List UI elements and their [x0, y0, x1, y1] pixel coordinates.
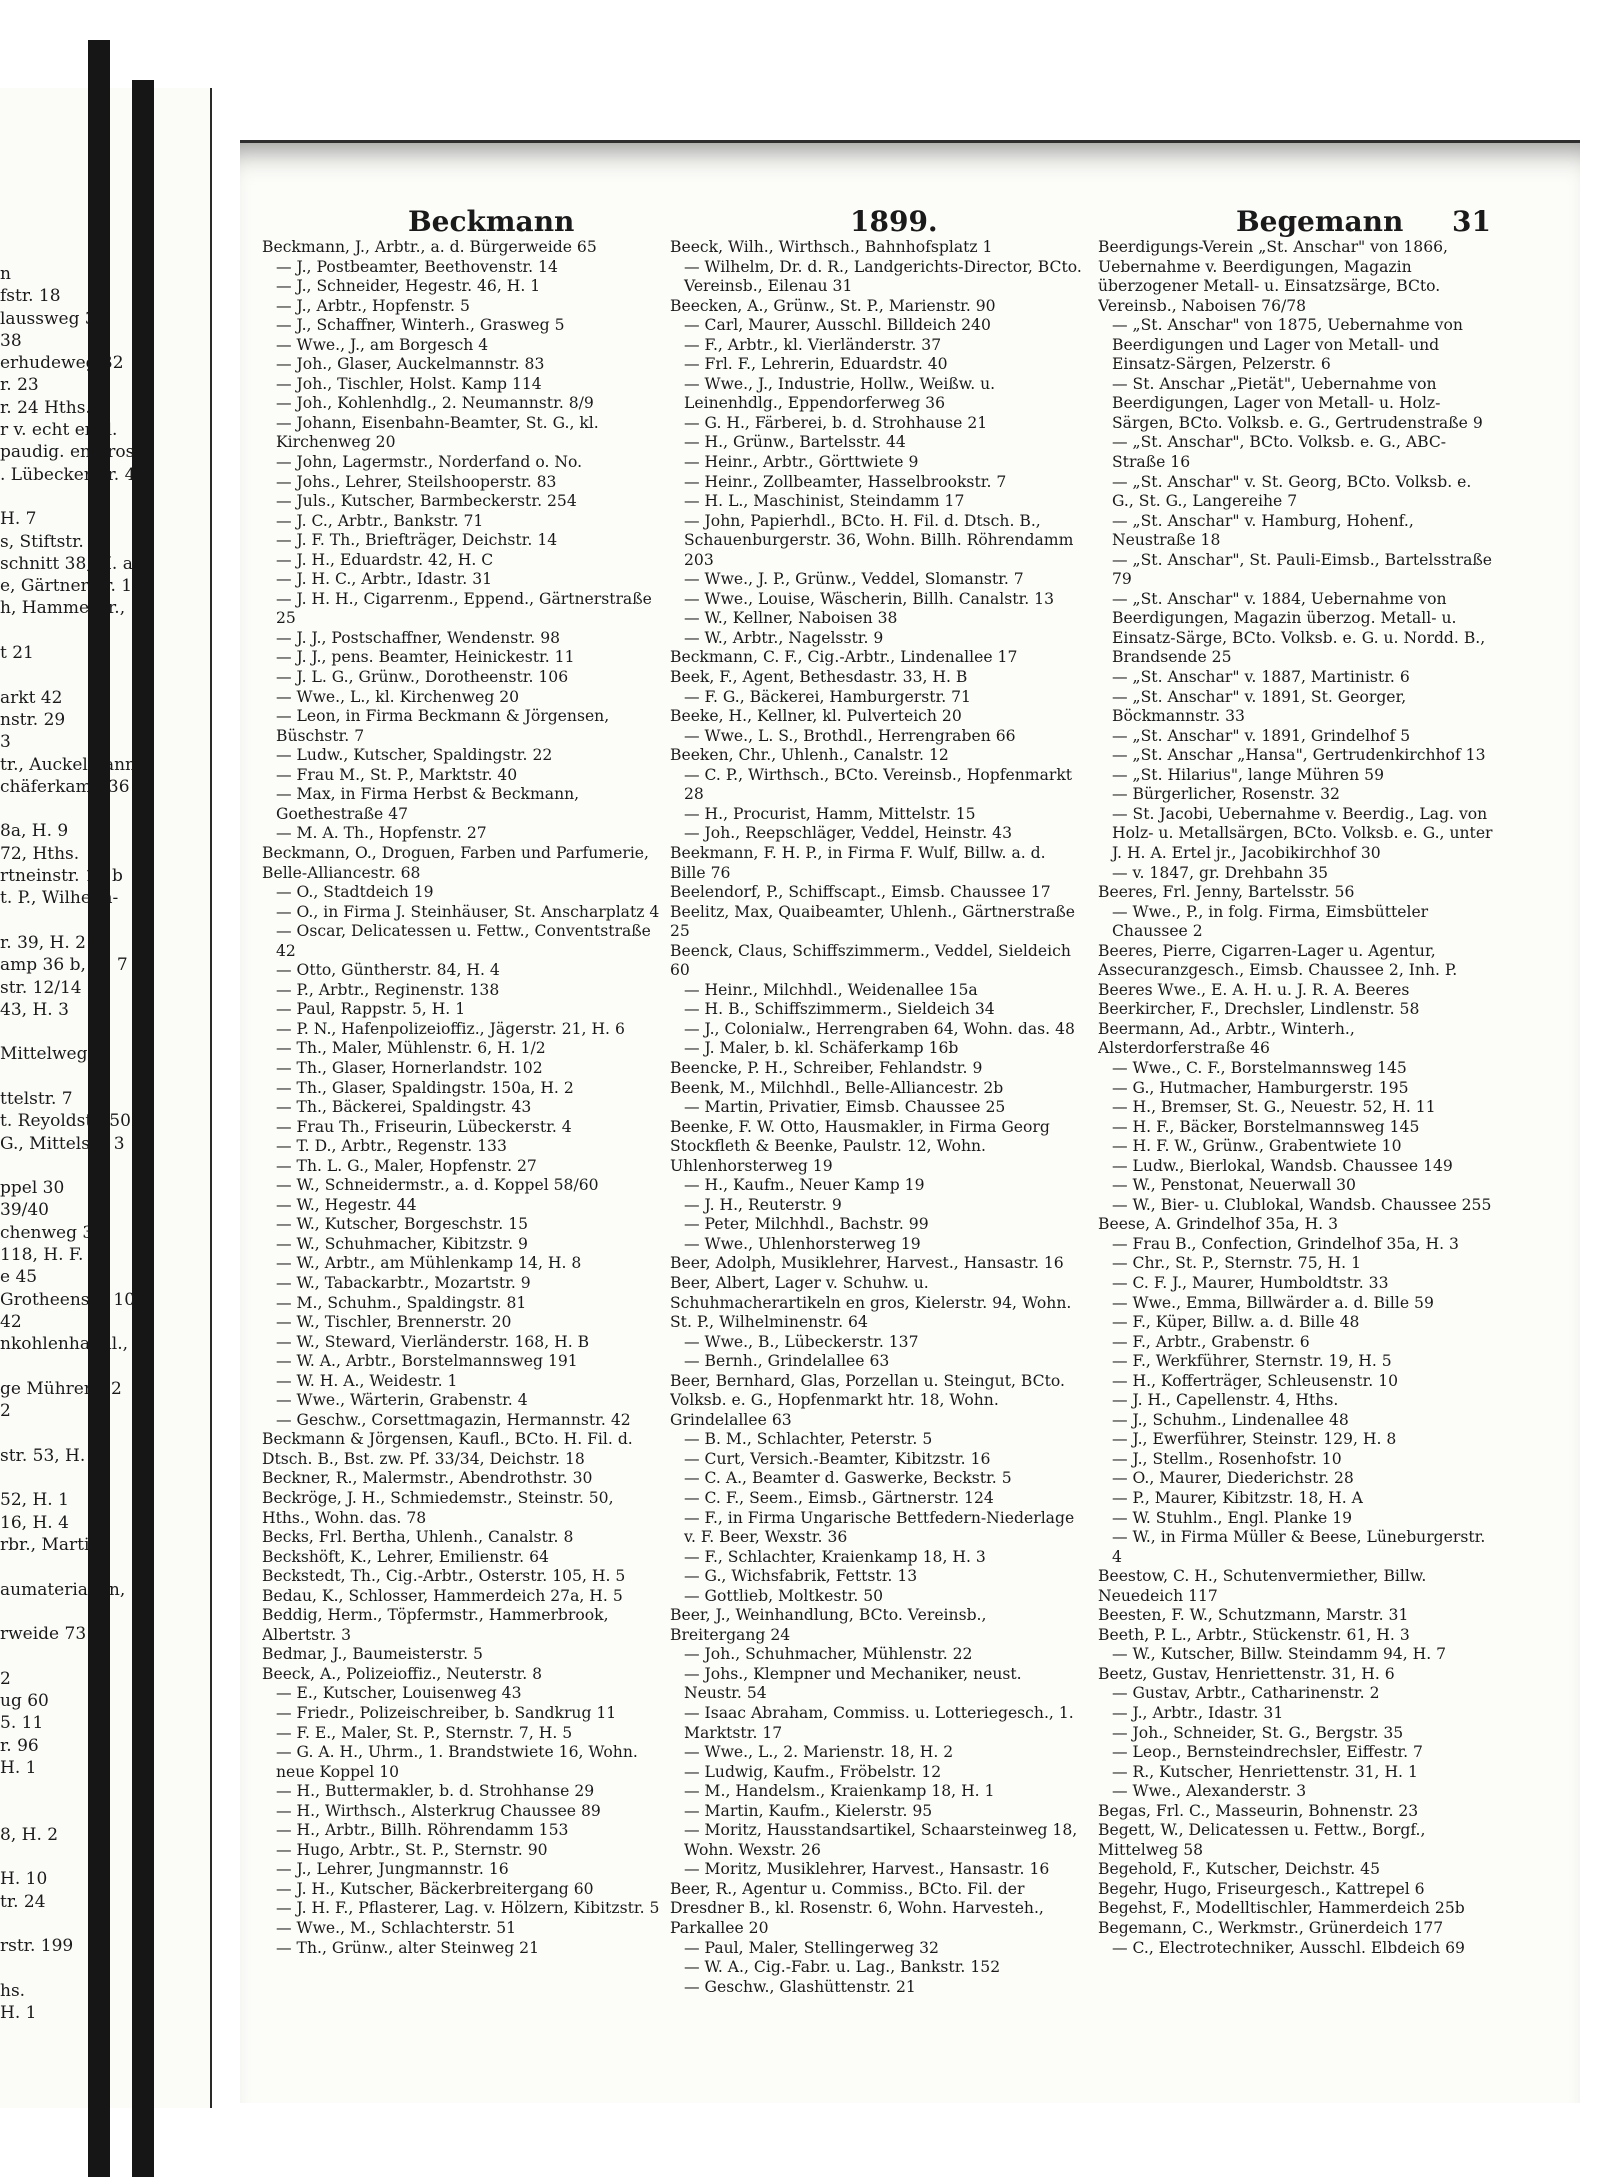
- directory-entry: — J. H. F., Pflasterer, Lag. v. Hölzern, Kibitzstr. 5: [276, 1899, 660, 1918]
- fragment-line: ge Mühren 32: [0, 1378, 122, 1399]
- directory-entry: — Friedr., Polizeischreiber, b. Sandkrug 11: [276, 1704, 617, 1723]
- fragment-line: 8a, H. 9: [0, 821, 69, 842]
- directory-entry: — J., Lehrer, Jungmannstr. 16: [276, 1860, 509, 1879]
- directory-entry: — John, Lagermstr., Norderfand o. No.: [276, 453, 583, 472]
- directory-entry: — J., Colonialw., Herrengraben 64, Wohn. das. 48: [684, 1019, 1075, 1038]
- directory-entry: — Heinr., Arbtr., Görttwiete 9: [684, 453, 919, 472]
- directory-entry: — „St. Hilarius", lange Mühren 59: [1112, 765, 1385, 784]
- directory-entry: — H. F. W., Grünw., Grabentwiete 10: [1112, 1137, 1402, 1156]
- fragment-line: nstr. 29: [0, 709, 66, 730]
- directory-entry: — J. H., Capellenstr. 4, Hths.: [1112, 1391, 1339, 1410]
- directory-entry: Beckmann, C. F., Cig.-Arbtr., Lindenallee 17: [670, 648, 1018, 667]
- directory-entry: — Peter, Milchhdl., Bachstr. 99: [684, 1215, 929, 1234]
- directory-entry: — Carl, Maurer, Ausschl. Billdeich 240: [684, 316, 991, 335]
- directory-entry: — W., Arbtr., am Mühlenkamp 14, H. 8: [276, 1254, 582, 1273]
- fragment-line: 8, H. 2: [0, 1824, 59, 1845]
- directory-entry: — H., Bremser, St. G., Neuestr. 52, H. 11: [1112, 1098, 1436, 1117]
- directory-entry: Beckstedt, Th., Cig.-Arbtr., Osterstr. 105, H. 5: [262, 1567, 626, 1586]
- directory-entry: — Wwe., L., kl. Kirchenweg 20: [276, 687, 520, 706]
- directory-entry: — M., Handelsm., Kraienkamp 18, H. 1: [684, 1782, 995, 1801]
- directory-entry: — Th., Grünw., alter Steinweg 21: [276, 1938, 539, 1957]
- directory-entry: — Gustav, Arbtr., Catharinenstr. 2: [1112, 1684, 1380, 1703]
- directory-entry: — Joh., Reepschläger, Veddel, Heinstr. 43: [684, 824, 1012, 843]
- directory-entry: Beckmann & Jörgensen, Kaufl., BCto. H. Fil. d. Dtsch. B., Bst. zw. Pf. 33/34, Deichstr. 18: [262, 1430, 633, 1468]
- directory-entry: Beekmann, F. H. P., in Firma F. Wulf, Billw. a. d. Bille 76: [670, 843, 1046, 882]
- directory-entry: — C. F. J., Maurer, Humboldtstr. 33: [1112, 1273, 1389, 1292]
- fragment-line: ppel 30: [0, 1178, 65, 1199]
- directory-entry: — Joh., Schneider, St. G., Bergstr. 35: [1112, 1723, 1404, 1742]
- directory-entry: — P., Arbtr., Reginenstr. 138: [276, 980, 500, 999]
- directory-entry: — O., Maurer, Diederichstr. 28: [1112, 1469, 1354, 1488]
- fragment-line: r. 23: [0, 375, 39, 396]
- directory-entry: — C. P., Wirthsch., BCto. Vereinsb., Hopfenmarkt 28: [684, 765, 1073, 804]
- directory-entry: Beenk, M., Milchhdl., Belle-Alliancestr. 2b: [670, 1078, 1004, 1097]
- directory-entry: — P., Maurer, Kibitzstr. 18, H. A: [1112, 1489, 1363, 1507]
- directory-entry: — J., Ewerführer, Steinstr. 129, H. 8: [1112, 1430, 1397, 1449]
- directory-entry: — P. N., Hafenpolizeioffiz., Jägerstr. 21, H. 6: [276, 1019, 625, 1038]
- fragment-line: hs.: [0, 1980, 26, 2001]
- directory-entry: — „St. Anschar" v. 1891, St. Georger, Böckmannstr. 33: [1112, 687, 1407, 726]
- directory-entry: — Paul, Rappstr. 5, H. 1: [276, 1000, 466, 1019]
- fragment-line: h, Hammerbr.,: [0, 598, 126, 619]
- directory-entry: — Th., Bäckerei, Spaldingstr. 43: [276, 1098, 532, 1117]
- fragment-line: laussweg 34: [0, 308, 107, 329]
- column-3: [1098, 238, 1498, 2043]
- directory-entry: — Moritz, Musiklehrer, Harvest., Hansastr. 16: [684, 1860, 1050, 1879]
- directory-entry: — W., Bier- u. Clublokal, Wandsb. Chaussee 255: [1112, 1195, 1492, 1214]
- directory-entry: — Johs., Klempner und Mechaniker, neust. Neustr. 54: [684, 1664, 1022, 1703]
- directory-entry: — G., Hutmacher, Hamburgerstr. 195: [1112, 1078, 1409, 1097]
- fragment-line: 118, H. F.: [0, 1245, 84, 1266]
- directory-entry: — „St. Anschar" v. 1887, Martinistr. 6: [1112, 668, 1410, 687]
- directory-entry: — J., Arbtr., Hopfenstr. 5: [276, 296, 470, 315]
- gutter-shadow-right: [132, 80, 154, 2177]
- directory-entry: — R., Kutscher, Henriettenstr. 31, H. 1: [1112, 1762, 1418, 1781]
- directory-entry: — Ludwig, Kaufm., Fröbelstr. 12: [684, 1762, 942, 1781]
- directory-entry: — Geschw., Corsettmagazin, Hermannstr. 42: [276, 1410, 631, 1429]
- directory-entry: — Juls., Kutscher, Barmbeckerstr. 254: [276, 492, 577, 511]
- directory-entry: — J. H., Reuterstr. 9: [684, 1195, 842, 1214]
- directory-entry: Beesten, F. W., Schutzmann, Marstr. 31: [1098, 1606, 1409, 1625]
- directory-entry: — W., Schneidermstr., a. d. Koppel 58/60: [276, 1176, 599, 1195]
- directory-entry: — O., in Firma J. Steinhäuser, St. Anscharplatz 4: [276, 902, 660, 921]
- directory-entry: — Heinr., Milchhdl., Weidenallee 15a: [684, 980, 978, 999]
- directory-entry: — Frau Th., Friseurin, Lübeckerstr. 4: [276, 1117, 572, 1136]
- directory-entry: — G. A. H., Uhrm., 1. Brandstwiete 16, Wohn. neue Koppel 10: [276, 1743, 638, 1781]
- directory-entry: — J. H., Eduardstr. 42, H. C: [276, 550, 494, 569]
- directory-entry: Beenck, Claus, Schiffszimmerm., Veddel, Sieldeich 60: [670, 941, 1071, 980]
- directory-entry: — „St. Anschar" von 1875, Uebernahme von Beerdigungen und Lager von Metall- und Einsatz-Särgen, Pelzerstr. 6: [1112, 316, 1463, 374]
- directory-entry: Beencke, P. H., Schreiber, Fehlandstr. 9: [670, 1058, 983, 1077]
- directory-entry: — G., Wichsfabrik, Fettstr. 13: [684, 1567, 918, 1586]
- directory-entry: — Johann, Eisenbahn-Beamter, St. G., kl. Kirchenweg 20: [276, 413, 599, 452]
- fragment-line: chäferkamp 36 b,: [0, 776, 152, 797]
- fragment-line: H. 1: [0, 2003, 37, 2024]
- directory-entry: — H. F., Bäcker, Borstelmannsweg 145: [1112, 1117, 1420, 1136]
- directory-entry: — Chr., St. P., Sternstr. 75, H. 1: [1112, 1254, 1361, 1273]
- directory-entry: — Th., Glaser, Hornerlandstr. 102: [276, 1058, 543, 1077]
- directory-entry: — Johs., Lehrer, Steilshooperstr. 83: [276, 472, 557, 491]
- directory-entry: — W., Hegestr. 44: [276, 1195, 417, 1214]
- directory-entry: — T. D., Arbtr., Regenstr. 133: [276, 1137, 507, 1156]
- directory-entry: — W., Steward, Vierländerstr. 168, H. B: [276, 1332, 590, 1351]
- directory-entry: Beeres, Frl. Jenny, Bartelsstr. 56: [1098, 883, 1355, 902]
- directory-entry: — W., Schuhmacher, Kibitzstr. 9: [276, 1234, 528, 1253]
- directory-entry: Beeres, Pierre, Cigarren-Lager u. Agentur, Assecuranzgesch., Eimsb. Chaussee 2, Inh. P. Beeres Wwe., E. A. H. u. J. R. A. Beeres: [1098, 941, 1458, 999]
- fragment-line: tr., Auckelmann-: [0, 754, 142, 775]
- directory-entry: Beckmann, O., Droguen, Farben und Parfumerie, Belle-Alliancestr. 68: [262, 843, 649, 882]
- directory-entry: — F., Werkführer, Sternstr. 19, H. 5: [1112, 1352, 1392, 1371]
- directory-entry: Beer, Bernhard, Glas, Porzellan u. Steingut, BCto. Volksb. e. G., Hopfenmarkt htr. 18, Wohn. Grindelallee 63: [670, 1371, 1065, 1429]
- fragment-line: aumaterialien,: [0, 1579, 126, 1600]
- directory-entry: Beer, Adolph, Musiklehrer, Harvest., Hansastr. 16: [670, 1254, 1064, 1273]
- directory-entry: — E., Kutscher, Louisenweg 43: [276, 1684, 522, 1703]
- directory-entry: Beermann, Ad., Arbtr., Winterh., Alsterdorferstraße 46: [1098, 1019, 1355, 1058]
- directory-entry: — Oscar, Delicatessen u. Fettw., Conventstraße 42: [276, 922, 651, 960]
- fragment-line: erhudeweg 32: [0, 353, 124, 374]
- directory-entry: Beecken, A., Grünw., St. P., Marienstr. 90: [670, 296, 996, 315]
- fragment-line: fstr. 18: [0, 286, 61, 307]
- gutter-shadow-left: [88, 40, 110, 2177]
- directory-entry: — W. H. A., Weidestr. 1: [276, 1371, 458, 1390]
- directory-entry: — J. L. G., Grünw., Dorotheenstr. 106: [276, 668, 569, 687]
- directory-entry: — St. Jacobi, Uebernahme v. Beerdig., Lag. von Holz- u. Metallsärgen, BCto. Volksb. e. G., unter J. H. A. Ertel jr., Jacobikirchhof 30: [1112, 804, 1493, 862]
- fragment-line: s, Stiftstr. 32: [0, 531, 111, 552]
- directory-entry: — Wwe., Uhlenhorsterweg 19: [684, 1234, 921, 1253]
- directory-entry: — H., Kofferträger, Schleusenstr. 10: [1112, 1371, 1399, 1390]
- directory-entry: Beeke, H., Kellner, kl. Pulverteich 20: [670, 707, 962, 726]
- directory-entry: — H., Procurist, Hamm, Mittelstr. 15: [684, 804, 976, 823]
- directory-entry: Beerkircher, F., Drechsler, Lindlenstr. 58: [1098, 1000, 1420, 1019]
- directory-entry: — Wwe., Alexanderstr. 3: [1112, 1782, 1307, 1801]
- fragment-line: nkohlenhandl.,: [0, 1334, 129, 1355]
- directory-entry: — H. B., Schiffszimmerm., Sieldeich 34: [684, 1000, 995, 1019]
- header-year: 1899.: [850, 205, 938, 238]
- directory-entry: — „St. Anschar „Hansa", Gertrudenkirchhof 13: [1112, 746, 1486, 765]
- directory-entry: — Wwe., L. S., Brothdl., Herrengraben 66: [684, 726, 1016, 745]
- directory-entry: — G. H., Färberei, b. d. Strohhause 21: [684, 413, 988, 432]
- fragment-line: Mittelweg 6,: [0, 1044, 110, 1065]
- directory-entry: Begemann, C., Werkmstr., Grünerdeich 177: [1098, 1919, 1444, 1938]
- directory-entry: Beeck, Wilh., Wirthsch., Bahnhofsplatz 1: [670, 238, 993, 256]
- fragment-line: rstr. 199: [0, 1936, 74, 1957]
- directory-entry: Beeken, Chr., Uhlenh., Canalstr. 12: [670, 746, 949, 765]
- directory-entry: Beeck, A., Polizeioffiz., Neuterstr. 8: [262, 1664, 543, 1683]
- directory-entry: — J., Arbtr., Idastr. 31: [1112, 1704, 1284, 1723]
- fragment-line: 43, H. 3: [0, 999, 69, 1020]
- fragment-line: tr. 24: [0, 1891, 46, 1912]
- fragment-line: arkt 42: [0, 687, 63, 708]
- directory-entry: Beckshöft, K., Lehrer, Emilienstr. 64: [262, 1547, 549, 1566]
- fragment-line: 42: [0, 1311, 22, 1332]
- fragment-line: Grotheenstr. 108: [0, 1289, 146, 1310]
- directory-entry: — Gottlieb, Moltkestr. 50: [684, 1586, 884, 1605]
- fragment-line: amp 36 b, H. 7: [0, 955, 128, 976]
- fragment-line: H. 10: [0, 1869, 48, 1890]
- column-1: [262, 238, 664, 2043]
- directory-entry: — W., Kellner, Naboisen 38: [684, 609, 898, 628]
- directory-entry: — Bürgerlicher, Rosenstr. 32: [1112, 785, 1340, 804]
- directory-entry: — J. H. C., Arbtr., Idastr. 31: [276, 570, 493, 589]
- fragment-line: 2: [0, 1401, 11, 1422]
- directory-entry: — Curt, Versich.-Beamter, Kibitzstr. 16: [684, 1449, 991, 1468]
- directory-entry: — Wwe., J., am Borgesch 4: [276, 335, 489, 354]
- directory-entry: — J. J., Postschaffner, Wendenstr. 98: [276, 628, 561, 647]
- directory-entry: — J., Stellm., Rosenhofstr. 10: [1112, 1449, 1342, 1468]
- directory-entry: Begehold, F., Kutscher, Deichstr. 45: [1098, 1860, 1381, 1879]
- directory-entry: — O., Stadtdeich 19: [276, 883, 434, 902]
- directory-entry: Beenke, F. W. Otto, Hausmakler, in Firma Georg Stockfleth & Beenke, Paulstr. 12, Wohn. Uhlenhorsterweg 19: [670, 1117, 1050, 1175]
- header-left-word: Beckmann: [408, 205, 575, 238]
- directory-entry: — Wwe., J. P., Grünw., Veddel, Slomanstr. 7: [684, 570, 1024, 589]
- directory-entry: — Th. L. G., Maler, Hopfenstr. 27: [276, 1156, 537, 1175]
- directory-entry: — Wwe., Wärterin, Grabenstr. 4: [276, 1391, 528, 1410]
- fragment-line: H. 1: [0, 1757, 37, 1778]
- directory-entry: — John, Papierhdl., BCto. H. Fil. d. Dtsch. B., Schauenburgerstr. 36, Wohn. Billh. Röhrendamm 203: [684, 511, 1074, 569]
- directory-entry: — C. F., Seem., Eimsb., Gärtnerstr. 124: [684, 1489, 994, 1507]
- directory-entry: — F., Küper, Billw. a. d. Bille 48: [1112, 1313, 1360, 1332]
- directory-entry: — Leop., Bernsteindrechsler, Eiffestr. 7: [1112, 1743, 1423, 1762]
- directory-entry: — H., Grünw., Bartelsstr. 44: [684, 433, 906, 452]
- directory-entry: — W., in Firma Müller & Beese, Lüneburgerstr. 4: [1112, 1528, 1486, 1566]
- directory-entry: — M., Schuhm., Spaldingstr. 81: [276, 1293, 527, 1312]
- fragment-line: . Lübeckerstr. 4: [0, 464, 136, 485]
- directory-entry: — Bernh., Grindelallee 63: [684, 1352, 890, 1371]
- directory-entry: Begehr, Hugo, Friseurgesch., Kattrepel 6: [1098, 1879, 1425, 1898]
- directory-entry: — St. Anschar „Pietät", Uebernahme von Beerdigungen, Lager von Metall- u. Holz-Särgen, BCto. Volksb. e. G., Gertrudenstraße 9: [1112, 374, 1483, 432]
- directory-entry: — Max, in Firma Herbst & Beckmann, Goethestraße 47: [276, 785, 580, 823]
- directory-entry: — W. A., Arbtr., Borstelmannsweg 191: [276, 1352, 578, 1371]
- directory-entry: — W. A., Cig.-Fabr. u. Lag., Bankstr. 152: [684, 1958, 1001, 1977]
- directory-entry: — J., Schneider, Hegestr. 46, H. 1: [276, 277, 541, 296]
- directory-entry: — Joh., Kohlenhdlg., 2. Neumannstr. 8/9: [276, 394, 594, 413]
- directory-entry: — H., Kaufm., Neuer Kamp 19: [684, 1176, 925, 1195]
- directory-entry: — J., Schuhm., Lindenallee 48: [1112, 1410, 1349, 1429]
- directory-entry: — W. Stuhlm., Engl. Planke 19: [1112, 1508, 1353, 1527]
- directory-entry: Begehst, F., Modelltischler, Hammerdeich 25b: [1098, 1899, 1465, 1918]
- fragment-line: r v. echt engl.: [0, 420, 118, 441]
- directory-entry: — W., Tischler, Brennerstr. 20: [276, 1313, 512, 1332]
- directory-entry: Beelitz, Max, Quaibeamter, Uhlenh., Gärtnerstraße 25: [670, 902, 1076, 941]
- directory-entry: — W., Arbtr., Nagelsstr. 9: [684, 628, 884, 647]
- directory-entry: Beckner, R., Malermstr., Abendrothstr. 30: [262, 1469, 593, 1488]
- directory-entry: — M. A. Th., Hopfenstr. 27: [276, 824, 487, 843]
- directory-entry: — F. G., Bäckerei, Hamburgerstr. 71: [684, 687, 971, 706]
- directory-entry: — Wwe., L., 2. Marienstr. 18, H. 2: [684, 1743, 954, 1762]
- directory-entry: — J. H. H., Cigarrenm., Eppend., Gärtnerstraße 25: [276, 589, 652, 628]
- fragment-line: H. 7: [0, 509, 37, 530]
- directory-entry: — Frau B., Confection, Grindelhof 35a, H. 3: [1112, 1234, 1459, 1253]
- fragment-line: t. P., Wilhelm-: [0, 888, 119, 909]
- directory-entry: Beerdigungs-Verein „St. Anschar" von 1866, Uebernahme v. Beerdigungen, Magazin überzogener Metall- u. Einsatzsärge, BCto. Vereinsb., Naboisen 76/78: [1098, 238, 1448, 315]
- directory-entry: — H., Arbtr., Billh. Röhrendamm 153: [276, 1821, 569, 1840]
- directory-entry: — J., Schaffner, Winterh., Grasweg 5: [276, 316, 565, 335]
- directory-entry: Beestow, C. H., Schutenvermiether, Billw. Neuedeich 117: [1098, 1567, 1427, 1605]
- directory-entry: — Isaac Abraham, Commiss. u. Lotteriegesch., 1. Marktstr. 17: [684, 1704, 1074, 1742]
- header-right-word: Begemann: [1236, 205, 1404, 238]
- directory-entry: — Hugo, Arbtr., St. P., Sternstr. 90: [276, 1840, 548, 1859]
- directory-entry: — J. Maler, b. kl. Schäferkamp 16b: [684, 1039, 959, 1058]
- directory-entry: — Wwe., B., Lübeckerstr. 137: [684, 1332, 919, 1351]
- page-number: 31: [1452, 205, 1491, 238]
- directory-entry: — Martin, Privatier, Eimsb. Chaussee 25: [684, 1098, 1006, 1117]
- directory-entry: — Wwe., M., Schlachterstr. 51: [276, 1919, 517, 1938]
- fragment-line: 72, Hths.: [0, 843, 80, 864]
- directory-entry: Beese, A. Grindelhof 35a, H. 3: [1098, 1215, 1339, 1234]
- directory-entry: — C., Electrotechniker, Ausschl. Elbdeich 69: [1112, 1938, 1465, 1957]
- directory-entry: Beer, Albert, Lager v. Schuhw. u. Schuhmacherartikeln en gros, Kielerstr. 94, Wohn. St. P., Wilhelminenstr. 64: [670, 1273, 1072, 1332]
- fragment-line: r. 96: [0, 1735, 39, 1756]
- directory-entry: — F., Arbtr., Grabenstr. 6: [1112, 1332, 1310, 1351]
- fragment-line: e, Gärtnerstr. 11: [0, 576, 143, 597]
- directory-entry: Beer, J., Weinhandlung, BCto. Vereinsb., Breitergang 24: [670, 1606, 987, 1644]
- directory-entry: Beckröge, J. H., Schmiedemstr., Steinstr. 50, Hths., Wohn. das. 78: [262, 1489, 614, 1527]
- column-2: [670, 238, 1082, 2043]
- fragment-line: schnitt 38, H. a: [0, 553, 133, 574]
- directory-entry: — F. E., Maler, St. P., Sternstr. 7, H. 5: [276, 1723, 573, 1742]
- fragment-line: t 21: [0, 643, 34, 664]
- directory-entry: — Paul, Maler, Stellingerweg 32: [684, 1938, 939, 1957]
- directory-entry: — Joh., Schuhmacher, Mühlenstr. 22: [684, 1645, 973, 1664]
- fragment-line: paudig. en gros n: [0, 442, 151, 463]
- directory-entry: — J. J., pens. Beamter, Heinickestr. 11: [276, 648, 575, 667]
- directory-entry: Begett, W., Delicatessen u. Fettw., Borgf., Mittelweg 58: [1098, 1821, 1426, 1859]
- fragment-line: 39/40: [0, 1200, 49, 1221]
- directory-entry: — C. A., Beamter d. Gaswerke, Beckstr. 5: [684, 1469, 1012, 1488]
- fragment-line: str. 53, H. 1: [0, 1445, 102, 1466]
- fragment-line: str. 12/14: [0, 977, 82, 998]
- directory-entry: — „St. Anschar" v. Hamburg, Hohenf., Neustraße 18: [1112, 511, 1414, 550]
- directory-entry: — Frau M., St. P., Marktstr. 40: [276, 765, 518, 784]
- directory-entry: — „St. Anschar" v. St. Georg, BCto. Volksb. e. G., St. G., Langereihe 7: [1112, 472, 1472, 511]
- directory-entry: Bedau, K., Schlosser, Hammerdeich 27a, H. 5: [262, 1586, 623, 1605]
- fragment-line: ug 60: [0, 1691, 49, 1711]
- directory-entry: — Th., Maler, Mühlenstr. 6, H. 1/2: [276, 1039, 546, 1058]
- directory-entry: Bedmar, J., Baumeisterstr. 5: [262, 1645, 483, 1664]
- directory-entry: — Moritz, Hausstandsartikel, Schaarsteinweg 18, Wohn. Wexstr. 26: [684, 1821, 1078, 1859]
- fragment-line: rbr., Martin-: [0, 1534, 107, 1555]
- directory-entry: — Joh., Glaser, Auckelmannstr. 83: [276, 355, 545, 374]
- directory-entry: — H. L., Maschinist, Steindamm 17: [684, 492, 965, 511]
- directory-entry: — H., Buttermakler, b. d. Strohhanse 29: [276, 1782, 595, 1801]
- directory-entry: Beetz, Gustav, Henriettenstr. 31, H. 6: [1098, 1664, 1395, 1683]
- directory-entry: Beelendorf, P., Schiffscapt., Eimsb. Chaussee 17: [670, 883, 1051, 902]
- fragment-line: 5. 11: [0, 1713, 44, 1734]
- directory-entry: Begas, Frl. C., Masseurin, Bohnenstr. 23: [1098, 1801, 1419, 1820]
- fragment-line: n: [0, 264, 11, 284]
- directory-entry: — Otto, Güntherstr. 84, H. 4: [276, 961, 500, 980]
- directory-entry: Beeth, P. L., Arbtr., Stückenstr. 61, H. 3: [1098, 1625, 1410, 1644]
- directory-entry: — Martin, Kaufm., Kielerstr. 95: [684, 1801, 933, 1820]
- directory-entry: — Wwe., P., in folg. Firma, Eimsbütteler Chaussee 2: [1112, 902, 1429, 941]
- directory-entry: — W., Penstonat, Neuerwall 30: [1112, 1176, 1356, 1195]
- directory-entry: — Wilhelm, Dr. d. R., Landgerichts-Director, BCto. Vereinsb., Eilenau 31: [684, 257, 1082, 296]
- directory-entry: — J., Postbeamter, Beethovenstr. 14: [276, 257, 558, 276]
- directory-entry: — Wwe., Emma, Billwärder a. d. Bille 59: [1112, 1293, 1434, 1312]
- fragment-line: e 45: [0, 1267, 38, 1288]
- directory-entry: — Ludw., Kutscher, Spaldingstr. 22: [276, 746, 553, 765]
- directory-entry: — F., in Firma Ungarische Bettfedern-Niederlage v. F. Beer, Wexstr. 36: [684, 1508, 1075, 1547]
- directory-entry: — Leon, in Firma Beckmann & Jörgensen, Büschstr. 7: [276, 707, 610, 745]
- fragment-line: r. 24 Hths.: [0, 397, 91, 418]
- directory-entry: — Wwe., J., Industrie, Hollw., Weißw. u. Leinenhdlg., Eppendorferweg 36: [684, 374, 996, 413]
- fragment-line: t. Reyoldstr. 50: [0, 1111, 131, 1132]
- directory-entry: — W., Tabackarbtr., Mozartstr. 9: [276, 1273, 531, 1292]
- directory-entry: — B. M., Schlachter, Peterstr. 5: [684, 1430, 933, 1449]
- directory-entry: — Th., Glaser, Spaldingstr. 150a, H. 2: [276, 1078, 574, 1097]
- directory-entry: — „St. Anschar" v. 1891, Grindelhof 5: [1112, 726, 1411, 745]
- fragment-line: r. 39, H. 2: [0, 932, 86, 953]
- fragment-line: 16, H. 4: [0, 1512, 69, 1533]
- directory-entry: Beek, F., Agent, Bethesdastr. 33, H. B: [670, 668, 968, 687]
- fragment-line: rtneinstr. 15 b: [0, 866, 123, 887]
- directory-entry: Beddig, Herm., Töpfermstr., Hammerbrook, Albertstr. 3: [262, 1606, 609, 1644]
- directory-entry: — J. C., Arbtr., Bankstr. 71: [276, 511, 484, 530]
- directory-entry: Becks, Frl. Bertha, Uhlenh., Canalstr. 8: [262, 1528, 574, 1547]
- directory-entry: — Heinr., Zollbeamter, Hasselbrookstr. 7: [684, 472, 1007, 491]
- directory-entry: — J. F. Th., Briefträger, Deichstr. 14: [276, 531, 558, 550]
- directory-entry: — Wwe., C. F., Borstelmannsweg 145: [1112, 1058, 1407, 1077]
- fragment-line: 52, H. 1: [0, 1490, 69, 1511]
- directory-entry: — v. 1847, gr. Drehbahn 35: [1112, 863, 1329, 882]
- directory-entry: — „St. Anschar", BCto. Volksb. e. G., ABC-Straße 16: [1112, 433, 1447, 472]
- directory-entry: — F., Schlachter, Kraienkamp 18, H. 3: [684, 1547, 986, 1566]
- fragment-line: chenweg 36: [0, 1222, 105, 1243]
- directory-entry: — W., Kutscher, Billw. Steindamm 94, H. 7: [1112, 1645, 1447, 1664]
- fragment-line: 3: [0, 732, 11, 753]
- directory-entry: — Ludw., Bierlokal, Wandsb. Chaussee 149: [1112, 1156, 1453, 1175]
- fragment-line: ttelstr. 7: [0, 1088, 73, 1109]
- directory-entry: — „St. Anschar", St. Pauli-Eimsb., Bartelsstraße 79: [1112, 550, 1493, 589]
- directory-entry: — W., Kutscher, Borgeschstr. 15: [276, 1215, 529, 1234]
- directory-entry: — J. H., Kutscher, Bäckerbreitergang 60: [276, 1879, 594, 1898]
- directory-entry: Beer, R., Agentur u. Commiss., BCto. Fil. der Dresdner B., kl. Rosenstr. 6, Wohn. Harvesteh., Parkallee 20: [670, 1879, 1044, 1938]
- directory-entry: — Wwe., Louise, Wäscherin, Billh. Canalstr. 13: [684, 589, 1055, 608]
- directory-entry: Beckmann, J., Arbtr., a. d. Bürgerweide 65: [262, 238, 597, 256]
- fragment-line: G., Mittelstr. 3: [0, 1133, 125, 1154]
- fragment-line: 2: [0, 1668, 11, 1689]
- directory-entry: — F., Arbtr., kl. Vierländerstr. 37: [684, 335, 942, 354]
- directory-entry: — Frl. F., Lehrerin, Eduardstr. 40: [684, 355, 948, 374]
- directory-entry: — Geschw., Glashüttenstr. 21: [684, 1977, 916, 1996]
- directory-entry: — Joh., Tischler, Holst. Kamp 114: [276, 374, 542, 393]
- fragment-line: rweide 73: [0, 1624, 87, 1645]
- fragment-line: 38: [0, 330, 22, 351]
- directory-entry: — H., Wirthsch., Alsterkrug Chaussee 89: [276, 1801, 601, 1820]
- directory-entry: — „St. Anschar" v. 1884, Uebernahme von Beerdigungen, Magazin überzog. Metall- u. Einsatz-Särge, BCto. Volksb. e. G. u. Nordd. B., Brandsende 25: [1112, 589, 1486, 667]
